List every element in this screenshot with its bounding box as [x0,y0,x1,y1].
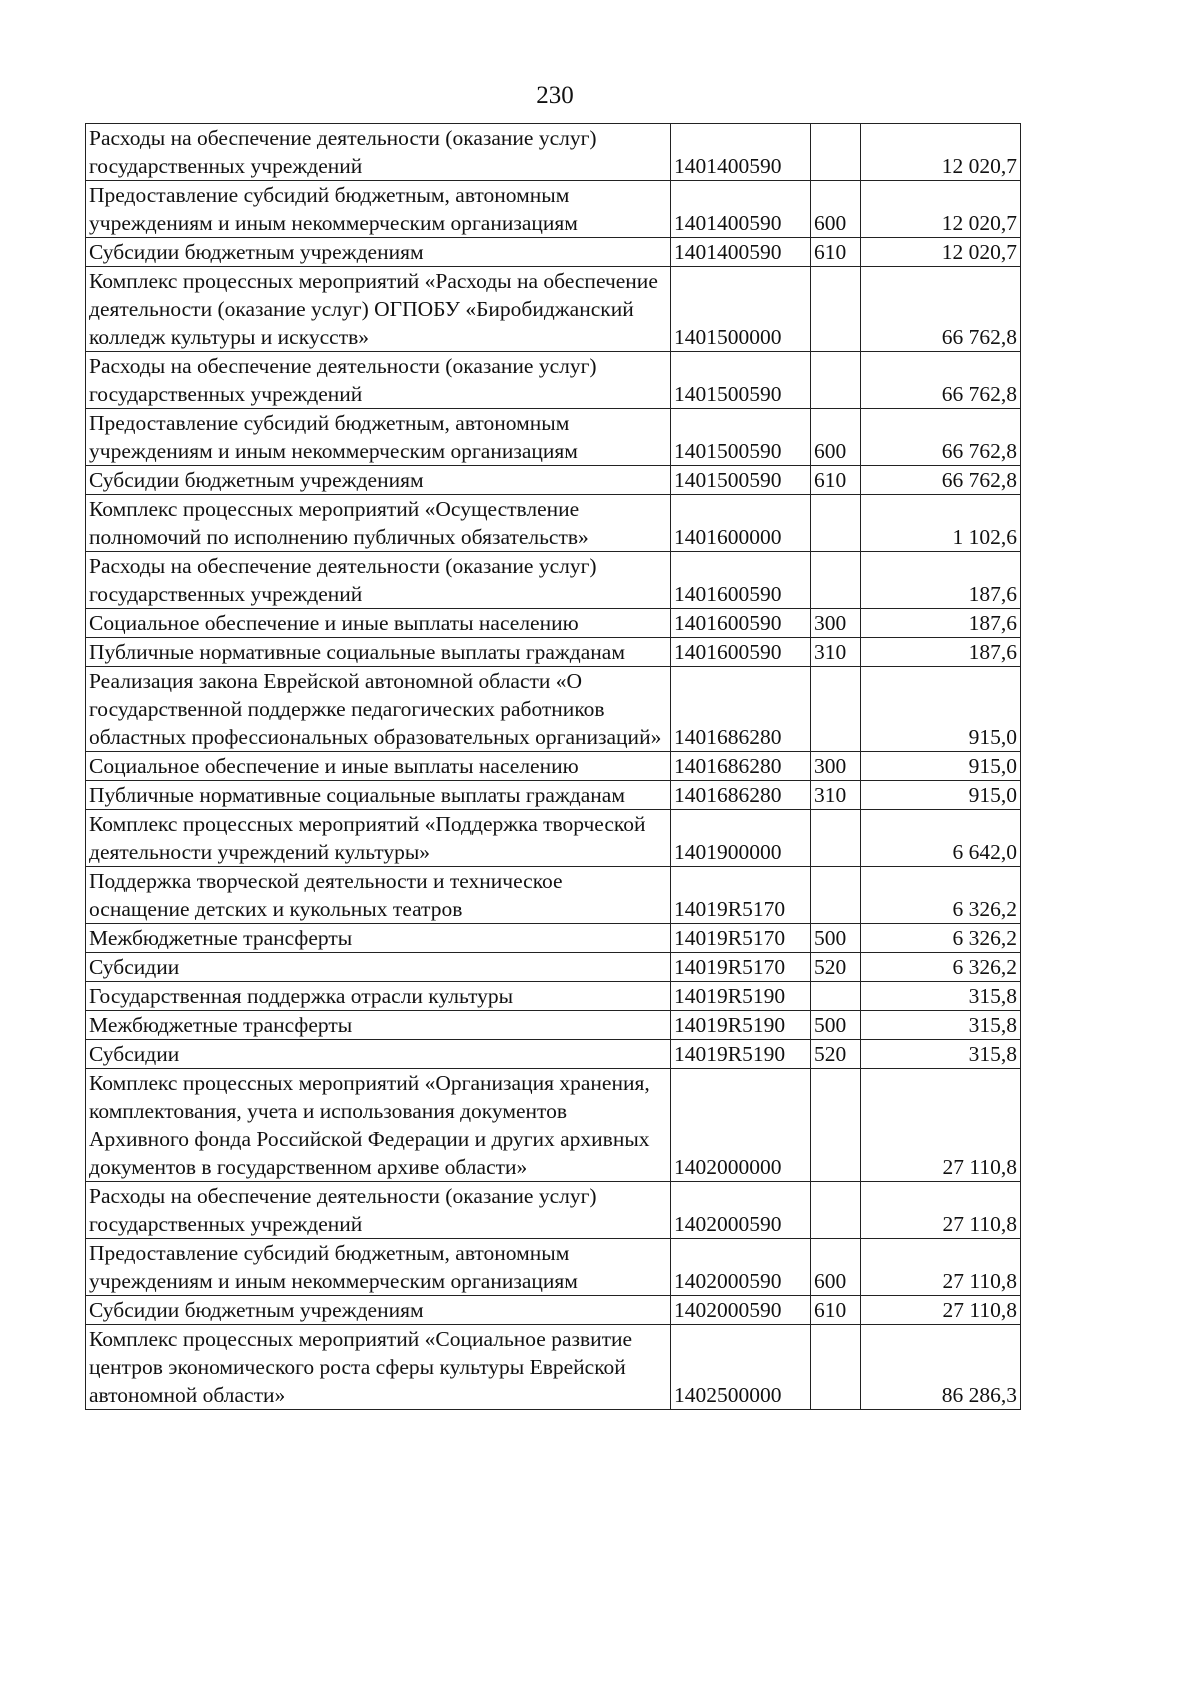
table-row [86,752,1021,781]
row-amount: 27 110,8 [861,1296,1021,1325]
row-code: 1401600590 [671,552,811,609]
row-code: 1401500000 [671,267,811,352]
row-name: Комплекс процессных мероприятий «Расходы на обеспечение деятельности (оказание услуг) ОГПОБУ «Биробиджанский колледж культуры и искусств» [86,267,671,352]
row-amount: 27 110,8 [861,1239,1021,1296]
row-amount: 27 110,8 [861,1182,1021,1239]
table-row [86,267,1021,352]
table-row [86,181,1021,238]
row-amount: 66 762,8 [861,466,1021,495]
row-name: Межбюджетные трансферты [86,924,671,953]
row-code: 14019R5170 [671,924,811,953]
row-name: Расходы на обеспечение деятельности (оказание услуг) государственных учреждений [86,352,671,409]
row-name: Расходы на обеспечение деятельности (оказание услуг) государственных учреждений [86,1182,671,1239]
row-expense-type: 520 [811,953,861,982]
row-expense-type [811,124,861,181]
row-code: 1401400590 [671,124,811,181]
row-code: 1402000000 [671,1069,811,1182]
row-amount: 6 326,2 [861,924,1021,953]
row-amount: 1 102,6 [861,495,1021,552]
row-expense-type: 600 [811,181,861,238]
row-name: Расходы на обеспечение деятельности (оказание услуг) государственных учреждений [86,124,671,181]
row-name: Предоставление субсидий бюджетным, автономным учреждениям и иным некоммерческим организациям [86,409,671,466]
table-row [86,1040,1021,1069]
row-amount: 66 762,8 [861,409,1021,466]
row-expense-type [811,982,861,1011]
row-code: 1401686280 [671,752,811,781]
table-row [86,1296,1021,1325]
row-expense-type [811,495,861,552]
row-expense-type: 310 [811,781,861,810]
row-name: Поддержка творческой деятельности и техническое оснащение детских и кукольных театров [86,867,671,924]
row-expense-type [811,552,861,609]
table-row [86,609,1021,638]
row-code: 1401686280 [671,781,811,810]
row-expense-type [811,1182,861,1239]
row-name: Комплекс процессных мероприятий «Осуществление полномочий по исполнению публичных обязательств» [86,495,671,552]
table-row [86,238,1021,267]
row-expense-type: 610 [811,1296,861,1325]
row-code: 14019R5190 [671,982,811,1011]
row-code: 1402000590 [671,1239,811,1296]
table-row [86,1069,1021,1182]
row-amount: 6 326,2 [861,867,1021,924]
row-expense-type [811,867,861,924]
row-code: 1401400590 [671,238,811,267]
table-row [86,409,1021,466]
row-expense-type: 610 [811,466,861,495]
row-code: 1402000590 [671,1296,811,1325]
table-row [86,953,1021,982]
row-code: 1401500590 [671,466,811,495]
row-code: 1401600000 [671,495,811,552]
row-expense-type [811,1069,861,1182]
row-name: Межбюджетные трансферты [86,1011,671,1040]
row-code: 14019R5190 [671,1040,811,1069]
table-row [86,810,1021,867]
table-row [86,638,1021,667]
page-number: 230 [536,82,574,109]
table-row [86,982,1021,1011]
row-code: 14019R5170 [671,867,811,924]
row-expense-type [811,810,861,867]
row-name: Публичные нормативные социальные выплаты гражданам [86,781,671,810]
budget-table [85,123,1021,1410]
row-code: 1401600590 [671,638,811,667]
row-amount: 12 020,7 [861,124,1021,181]
row-amount: 27 110,8 [861,1069,1021,1182]
row-code: 1401500590 [671,352,811,409]
table-row [86,552,1021,609]
table-row [86,924,1021,953]
row-amount: 66 762,8 [861,352,1021,409]
table-row [86,352,1021,409]
row-expense-type [811,267,861,352]
table-row [86,495,1021,552]
row-amount: 187,6 [861,552,1021,609]
row-name: Расходы на обеспечение деятельности (оказание услуг) государственных учреждений [86,552,671,609]
row-amount: 6 642,0 [861,810,1021,867]
row-name: Субсидии [86,953,671,982]
table-row [86,1325,1021,1410]
row-code: 1401600590 [671,609,811,638]
row-name: Субсидии бюджетным учреждениям [86,466,671,495]
row-code: 1401500590 [671,409,811,466]
table-row [86,1239,1021,1296]
row-name: Публичные нормативные социальные выплаты гражданам [86,638,671,667]
row-amount: 915,0 [861,667,1021,752]
row-name: Комплекс процессных мероприятий «Поддержка творческой деятельности учреждений культуры» [86,810,671,867]
table-row [86,1011,1021,1040]
row-amount: 315,8 [861,1040,1021,1069]
row-amount: 66 762,8 [861,267,1021,352]
row-name: Государственная поддержка отрасли культуры [86,982,671,1011]
table-row [86,867,1021,924]
row-expense-type: 300 [811,609,861,638]
row-expense-type [811,667,861,752]
row-expense-type: 600 [811,1239,861,1296]
row-name: Предоставление субсидий бюджетным, автономным учреждениям и иным некоммерческим организациям [86,1239,671,1296]
row-amount: 915,0 [861,752,1021,781]
row-code: 1401400590 [671,181,811,238]
row-expense-type: 310 [811,638,861,667]
budget-table-body [86,124,1021,1410]
row-expense-type: 610 [811,238,861,267]
row-name: Предоставление субсидий бюджетным, автономным учреждениям и иным некоммерческим организациям [86,181,671,238]
row-code: 1401686280 [671,667,811,752]
row-code: 1401900000 [671,810,811,867]
row-code: 1402000590 [671,1182,811,1239]
row-amount: 187,6 [861,609,1021,638]
row-expense-type [811,1325,861,1410]
row-name: Социальное обеспечение и иные выплаты населению [86,752,671,781]
row-amount: 915,0 [861,781,1021,810]
table-row [86,781,1021,810]
row-amount: 315,8 [861,1011,1021,1040]
row-name: Комплекс процессных мероприятий «Социальное развитие центров экономического роста сферы культуры Еврейской автономной области» [86,1325,671,1410]
row-code: 14019R5170 [671,953,811,982]
row-code: 1402500000 [671,1325,811,1410]
row-expense-type: 600 [811,409,861,466]
row-amount: 315,8 [861,982,1021,1011]
row-amount: 12 020,7 [861,238,1021,267]
row-name: Субсидии бюджетным учреждениям [86,1296,671,1325]
row-name: Реализация закона Еврейской автономной области «О государственной поддержке педагогических работников областных профессиональных образовательных организаций» [86,667,671,752]
row-amount: 187,6 [861,638,1021,667]
row-expense-type [811,352,861,409]
row-amount: 86 286,3 [861,1325,1021,1410]
table-row [86,1182,1021,1239]
table-row [86,124,1021,181]
row-amount: 12 020,7 [861,181,1021,238]
row-expense-type: 500 [811,924,861,953]
row-name: Субсидии [86,1040,671,1069]
table-row [86,466,1021,495]
row-name: Субсидии бюджетным учреждениям [86,238,671,267]
row-expense-type: 300 [811,752,861,781]
row-expense-type: 520 [811,1040,861,1069]
row-name: Комплекс процессных мероприятий «Организация хранения, комплектования, учета и использования документов Архивного фонда Российской Федерации и других архивных документов в государственном архиве области» [86,1069,671,1182]
row-name: Социальное обеспечение и иные выплаты населению [86,609,671,638]
row-code: 14019R5190 [671,1011,811,1040]
table-row [86,667,1021,752]
row-amount: 6 326,2 [861,953,1021,982]
row-expense-type: 500 [811,1011,861,1040]
